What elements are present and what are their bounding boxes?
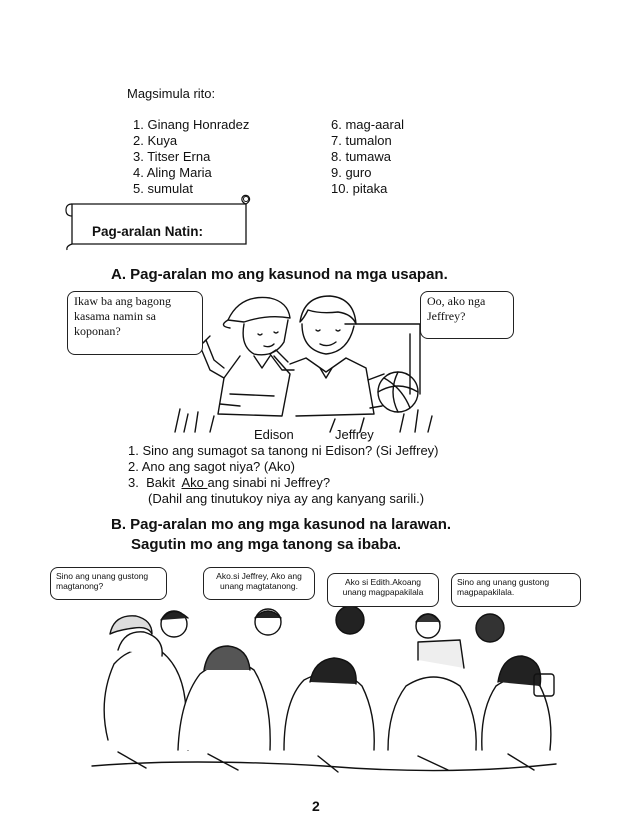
scroll-banner-frame xyxy=(64,194,254,252)
speech-bubble-text: Ako.si Jeffrey, Ako ang unang magtatanong. xyxy=(216,571,302,591)
question-1: 1. Sino ang sumagot sa tanong ni Edison? (Si Jeffrey) xyxy=(128,443,439,458)
question-3-answer: (Dahil ang tinutukoy niya ay ang kanyang sarili.) xyxy=(148,491,425,506)
speech-bubble-jeffrey xyxy=(420,291,514,339)
question-3-prefix: 3. Bakit xyxy=(128,475,182,490)
speech-bubble-text: Oo, ako nga Jeffrey? xyxy=(427,294,486,323)
vocab-list-left xyxy=(133,117,249,197)
list-item: 7. tumalon xyxy=(331,133,392,148)
speech-bubble-text: Ako si Edith.Akoang unang magpapakilala xyxy=(342,577,424,597)
speech-bubble-text: Sino ang unang gustong magtanong? xyxy=(56,571,149,591)
speech-bubble-3 xyxy=(327,573,439,607)
list-item: 9. guro xyxy=(331,165,372,180)
speech-bubble-text: Ikaw ba ang bagong kasama namin sa koponan? xyxy=(74,294,171,338)
list-item: 4. Aling Maria xyxy=(133,165,212,180)
section-b-title-line-2: Sagutin mo ang mga tanong sa ibaba. xyxy=(131,536,402,553)
banner-title: Pag-aralan Natin: xyxy=(92,224,204,239)
name-label-jeffrey: Jeffrey xyxy=(335,427,374,442)
question-3-suffix: ang sinabi ni Jeffrey? xyxy=(207,475,331,490)
list-item: 10. pitaka xyxy=(331,181,388,196)
list-item: 3. Titser Erna xyxy=(133,149,211,164)
name-label-edison: Edison xyxy=(254,427,294,442)
question-3-keyword: Ako xyxy=(181,475,208,490)
children-circle-illustration xyxy=(88,590,560,782)
section-a-title: A. Pag-aralan mo ang kasunod na mga usapan. xyxy=(111,266,448,283)
list-item: 2. Kuya xyxy=(133,133,178,148)
page-number: 2 xyxy=(312,798,320,814)
question-3 xyxy=(128,475,439,491)
speech-bubble-edison xyxy=(67,291,203,355)
section-b-title-line-1: B. Pag-aralan mo ang mga kasunod na larawan. xyxy=(111,516,452,533)
speech-bubble-1 xyxy=(50,567,167,600)
boys-illustration xyxy=(170,284,440,434)
section-b-title xyxy=(111,515,451,555)
speech-bubble-2 xyxy=(203,567,315,600)
intro-label: Magsimula rito: xyxy=(127,86,216,101)
list-item: 5. sumulat xyxy=(133,181,193,196)
vocab-list-right xyxy=(331,117,404,197)
list-item: 6. mag-aaral xyxy=(331,117,404,132)
list-item: 1. Ginang Honradez xyxy=(133,117,250,132)
speech-bubble-4 xyxy=(451,573,581,607)
speech-bubble-text: Sino ang unang gustong magpapakilala. xyxy=(457,577,550,597)
list-item: 8. tumawa xyxy=(331,149,391,164)
question-2: 2. Ano ang sagot niya? (Ako) xyxy=(128,459,295,474)
question-list xyxy=(128,443,439,507)
